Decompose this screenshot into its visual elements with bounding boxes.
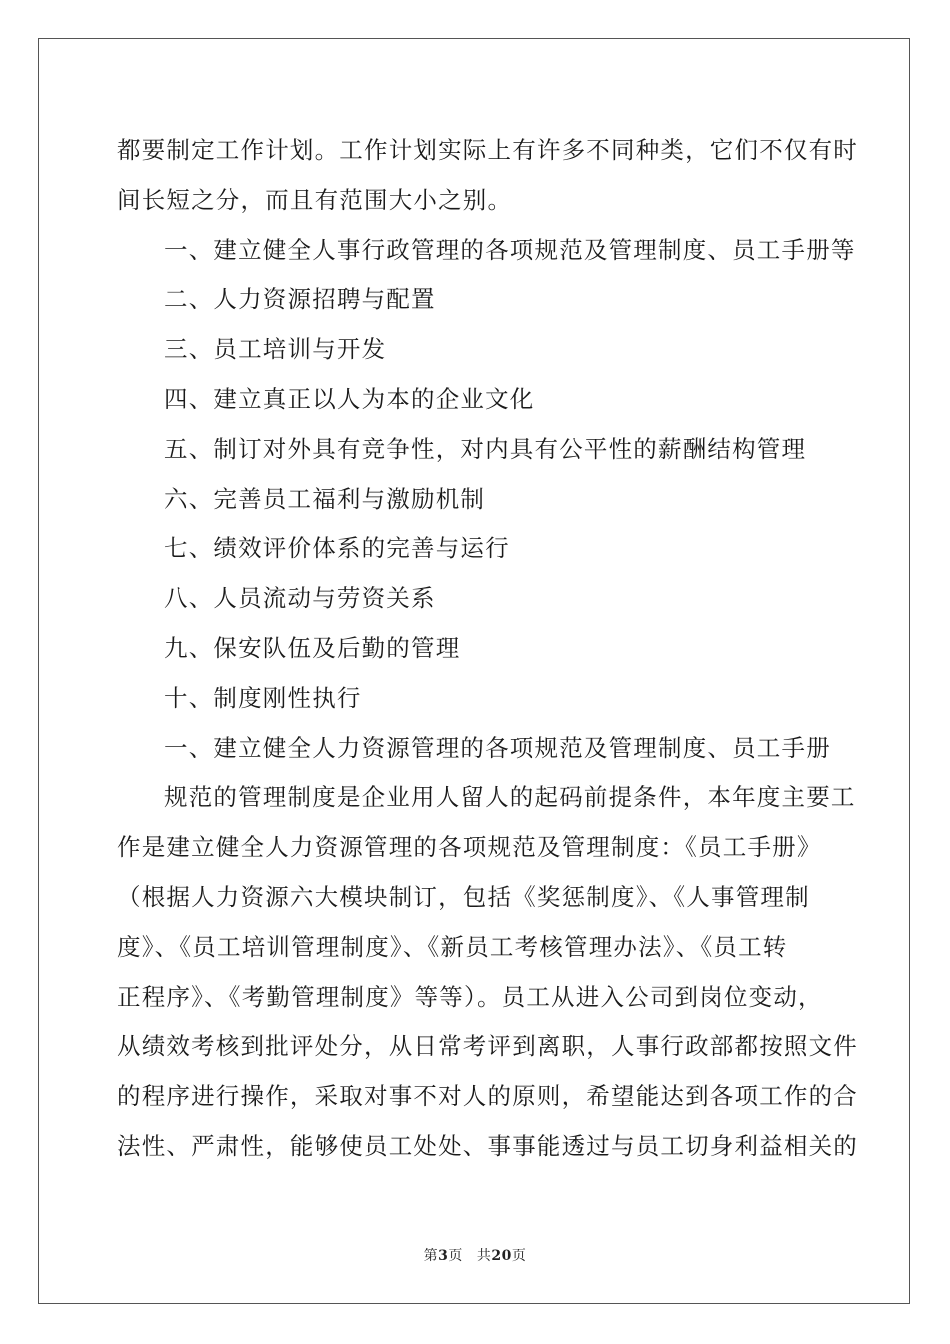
page-number: 3 [438,1248,449,1264]
page-prefix: 第 [423,1248,439,1264]
list-item: 一、建立健全人事行政管理的各项规范及管理制度、员工手册等 [164,235,856,264]
text-line: 间长短之分，而且有范围大小之别。 [117,185,513,214]
page-suffix: 页 [448,1248,463,1264]
total-suffix: 页 [511,1248,527,1264]
paragraph-line: 作是建立健全人力资源管理的各项规范及管理制度：《员工手册》 [117,833,822,862]
paragraph-line: （根据人力资源六大模块制订，包括《奖惩制度》、《人事管理制 [117,882,810,911]
total-pages: 20 [491,1248,512,1264]
text-line: 都要制定工作计划。工作计划实际上有许多不同种类，它们不仅有时 [117,136,858,164]
list-item: 四、建立真正以人为本的企业文化 [164,384,535,413]
list-item: 七、绩效评价体系的完善与运行 [164,534,510,563]
paragraph-line: 的程序进行操作，采取对事不对人的原则，希望能达到各项工作的合 [117,1082,858,1111]
list-item: 九、保安队伍及后勤的管理 [164,633,461,662]
list-item: 五、制订对外具有竞争性，对内具有公平性的薪酬结构管理 [164,434,807,463]
list-item: 八、人员流动与劳资关系 [164,584,436,613]
list-item: 十、制度刚性执行 [164,683,362,712]
document-body [117,126,858,1172]
paragraph-line: 正程序》、《考勤管理制度》等等）。员工从进入公司到岗位变动， [117,982,823,1011]
total-prefix: 共 [476,1248,492,1264]
paragraph-line: 法性、严肃性，能够使员工处处、事事能透过与员工切身利益相关的 [117,1131,858,1160]
paragraph-line: 度》、《员工培训管理制度》、《新员工考核管理办法》、《员工转 [117,932,788,961]
section-heading: 一、建立健全人力资源管理的各项规范及管理制度、员工手册 [164,733,831,762]
list-item: 二、人力资源招聘与配置 [164,285,436,314]
paragraph-line: 从绩效考核到批评处分，从日常考评到离职，人事行政部都按照文件 [117,1032,858,1061]
list-item: 三、员工培训与开发 [164,335,387,364]
page-footer [0,1245,950,1265]
list-item: 六、完善员工福利与激励机制 [164,484,486,513]
paragraph-line: 规范的管理制度是企业用人留人的起码前提条件，本年度主要工 [164,783,856,812]
